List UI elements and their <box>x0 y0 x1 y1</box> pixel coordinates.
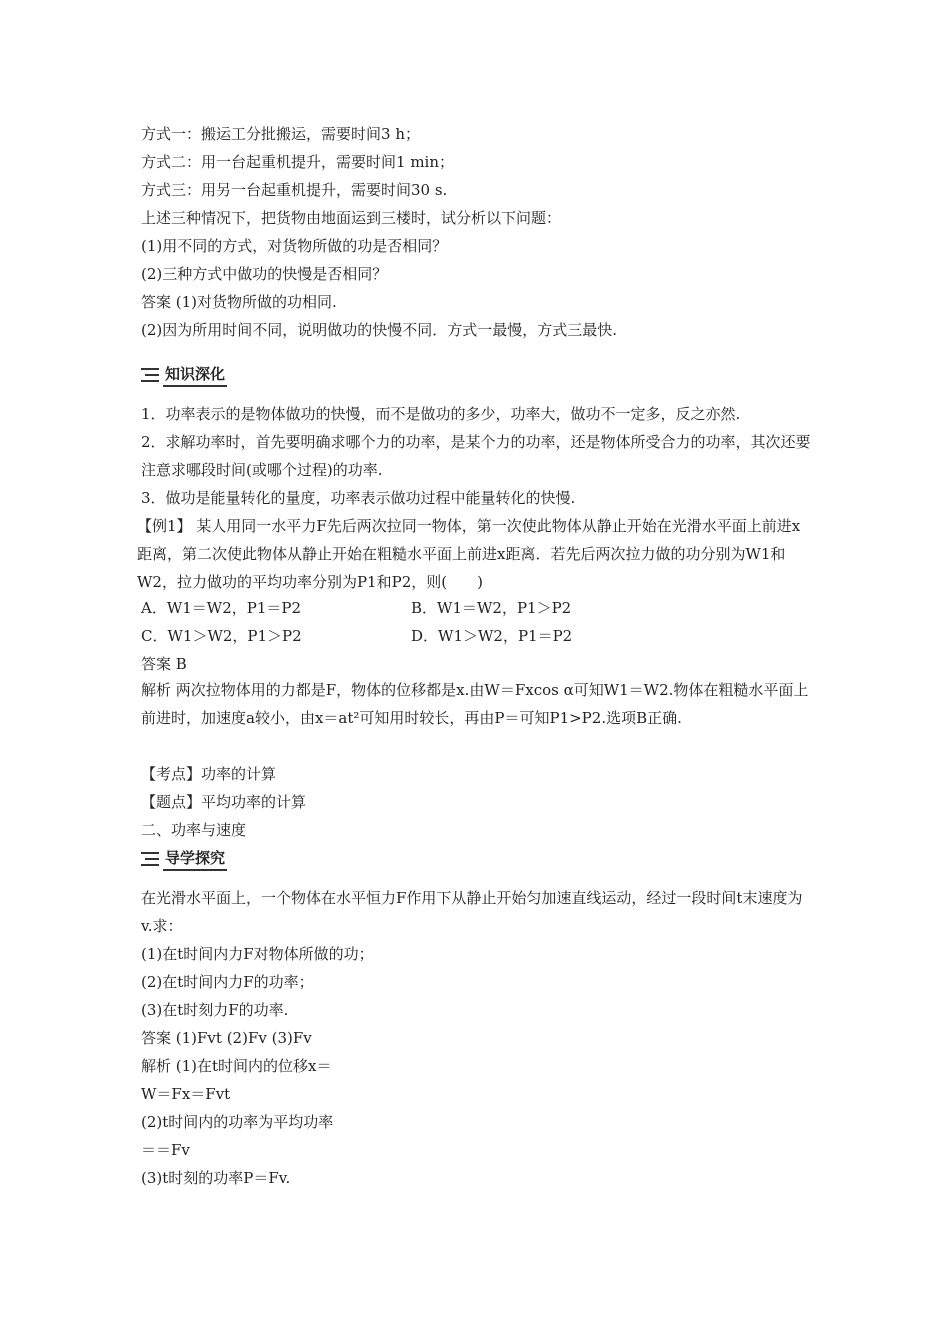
text-line: (2)因为所用时间不同，说明做功的快慢不同．方式一最慢，方式三最快. <box>141 321 618 339</box>
section-heading <box>141 362 227 388</box>
explore-stem: 在光滑水平面上，一个物体在水平恒力F作用下从静止开始匀加速直线运动，经过一段时间t末速度为v.求： <box>141 889 803 935</box>
analysis-line: W＝Fx＝Fvt <box>141 1085 231 1103</box>
option-c: C．W1＞W2，P1＞P2 <box>141 627 302 645</box>
analysis-line: 解析 (1)在t时间内的位移x＝ <box>141 1057 332 1075</box>
heading-text: 知识深化 <box>163 363 227 387</box>
analysis-line: (3)t时刻的功率P＝Fv. <box>141 1169 291 1187</box>
option-a: A．W1＝W2，P1＝P2 <box>141 599 302 617</box>
text-line: 方式二：用一台起重机提升，需要时间1 min； <box>141 153 454 171</box>
paragraph: 3．做功是能量转化的量度，功率表示做功过程中能量转化的快慢. <box>141 489 576 507</box>
option-d: D．W1＞W2，P1＝P2 <box>411 627 573 645</box>
heading-text: 导学探究 <box>163 847 227 871</box>
kaodian-label: 【考点】功率的计算 <box>141 765 277 783</box>
paragraph: 1．功率表示的是物体做功的快慢，而不是做功的多少，功率大，做功不一定多，反之亦然. <box>141 405 741 423</box>
text-line: 方式一：搬运工分批搬运，需要时间3 h； <box>141 125 420 143</box>
list-icon <box>141 852 159 866</box>
analysis-line: (2)t时间内的功率为平均功率 <box>141 1113 334 1131</box>
list-icon <box>141 368 159 382</box>
answer-line: 答案 (1)Fvt (2)Fv (3)Fv <box>141 1029 312 1047</box>
question-line: (3)在t时刻力F的功率. <box>141 1001 289 1019</box>
example-stem: 【例1】 某人用同一水平力F先后两次拉同一物体，第一次使此物体从静止开始在光滑水平面上前进x距离，第二次使此物体从静止开始在粗糙水平面上前进x距离．若先后两次拉力做的功分别为W1和W2，拉力做功的平均功率分别为P1和P2，则( ) <box>137 517 801 591</box>
text-line: (1)用不同的方式，对货物所做的功是否相同？ <box>141 237 448 255</box>
answer-line: 答案 B <box>141 655 187 673</box>
tidian-label: 【题点】平均功率的计算 <box>141 793 307 811</box>
question-line: (2)在t时间内力F的功率； <box>141 973 314 991</box>
section-heading <box>141 846 227 872</box>
analysis-text: 解析 两次拉物体用的力都是F，物体的位移都是x.由W＝Fxcos α可知W1＝W2.物体在粗糙水平面上前进时，加速度a较小，由x＝at²可知用时较长，再由P＝可知P1>P2.选项B正确. <box>141 681 809 727</box>
answer-line: 答案 (1)对货物所做的功相同. <box>141 293 337 311</box>
paragraph: 2．求解功率时，首先要明确求哪个力的功率，是某个力的功率，还是物体所受合力的功率，其次还要注意求哪段时间(或哪个过程)的功率. <box>141 433 811 479</box>
text-line: (2)三种方式中做功的快慢是否相同？ <box>141 265 388 283</box>
section-title: 二、功率与速度 <box>141 821 247 839</box>
analysis-line: ＝＝Fv <box>141 1141 190 1159</box>
question-line: (1)在t时间内力F对物体所做的功； <box>141 945 374 963</box>
text-line: 方式三：用另一台起重机提升，需要时间30 s. <box>141 181 448 199</box>
text-line: 上述三种情况下，把货物由地面运到三楼时，试分析以下问题： <box>141 209 562 227</box>
option-b: B．W1＝W2，P1＞P2 <box>411 599 572 617</box>
